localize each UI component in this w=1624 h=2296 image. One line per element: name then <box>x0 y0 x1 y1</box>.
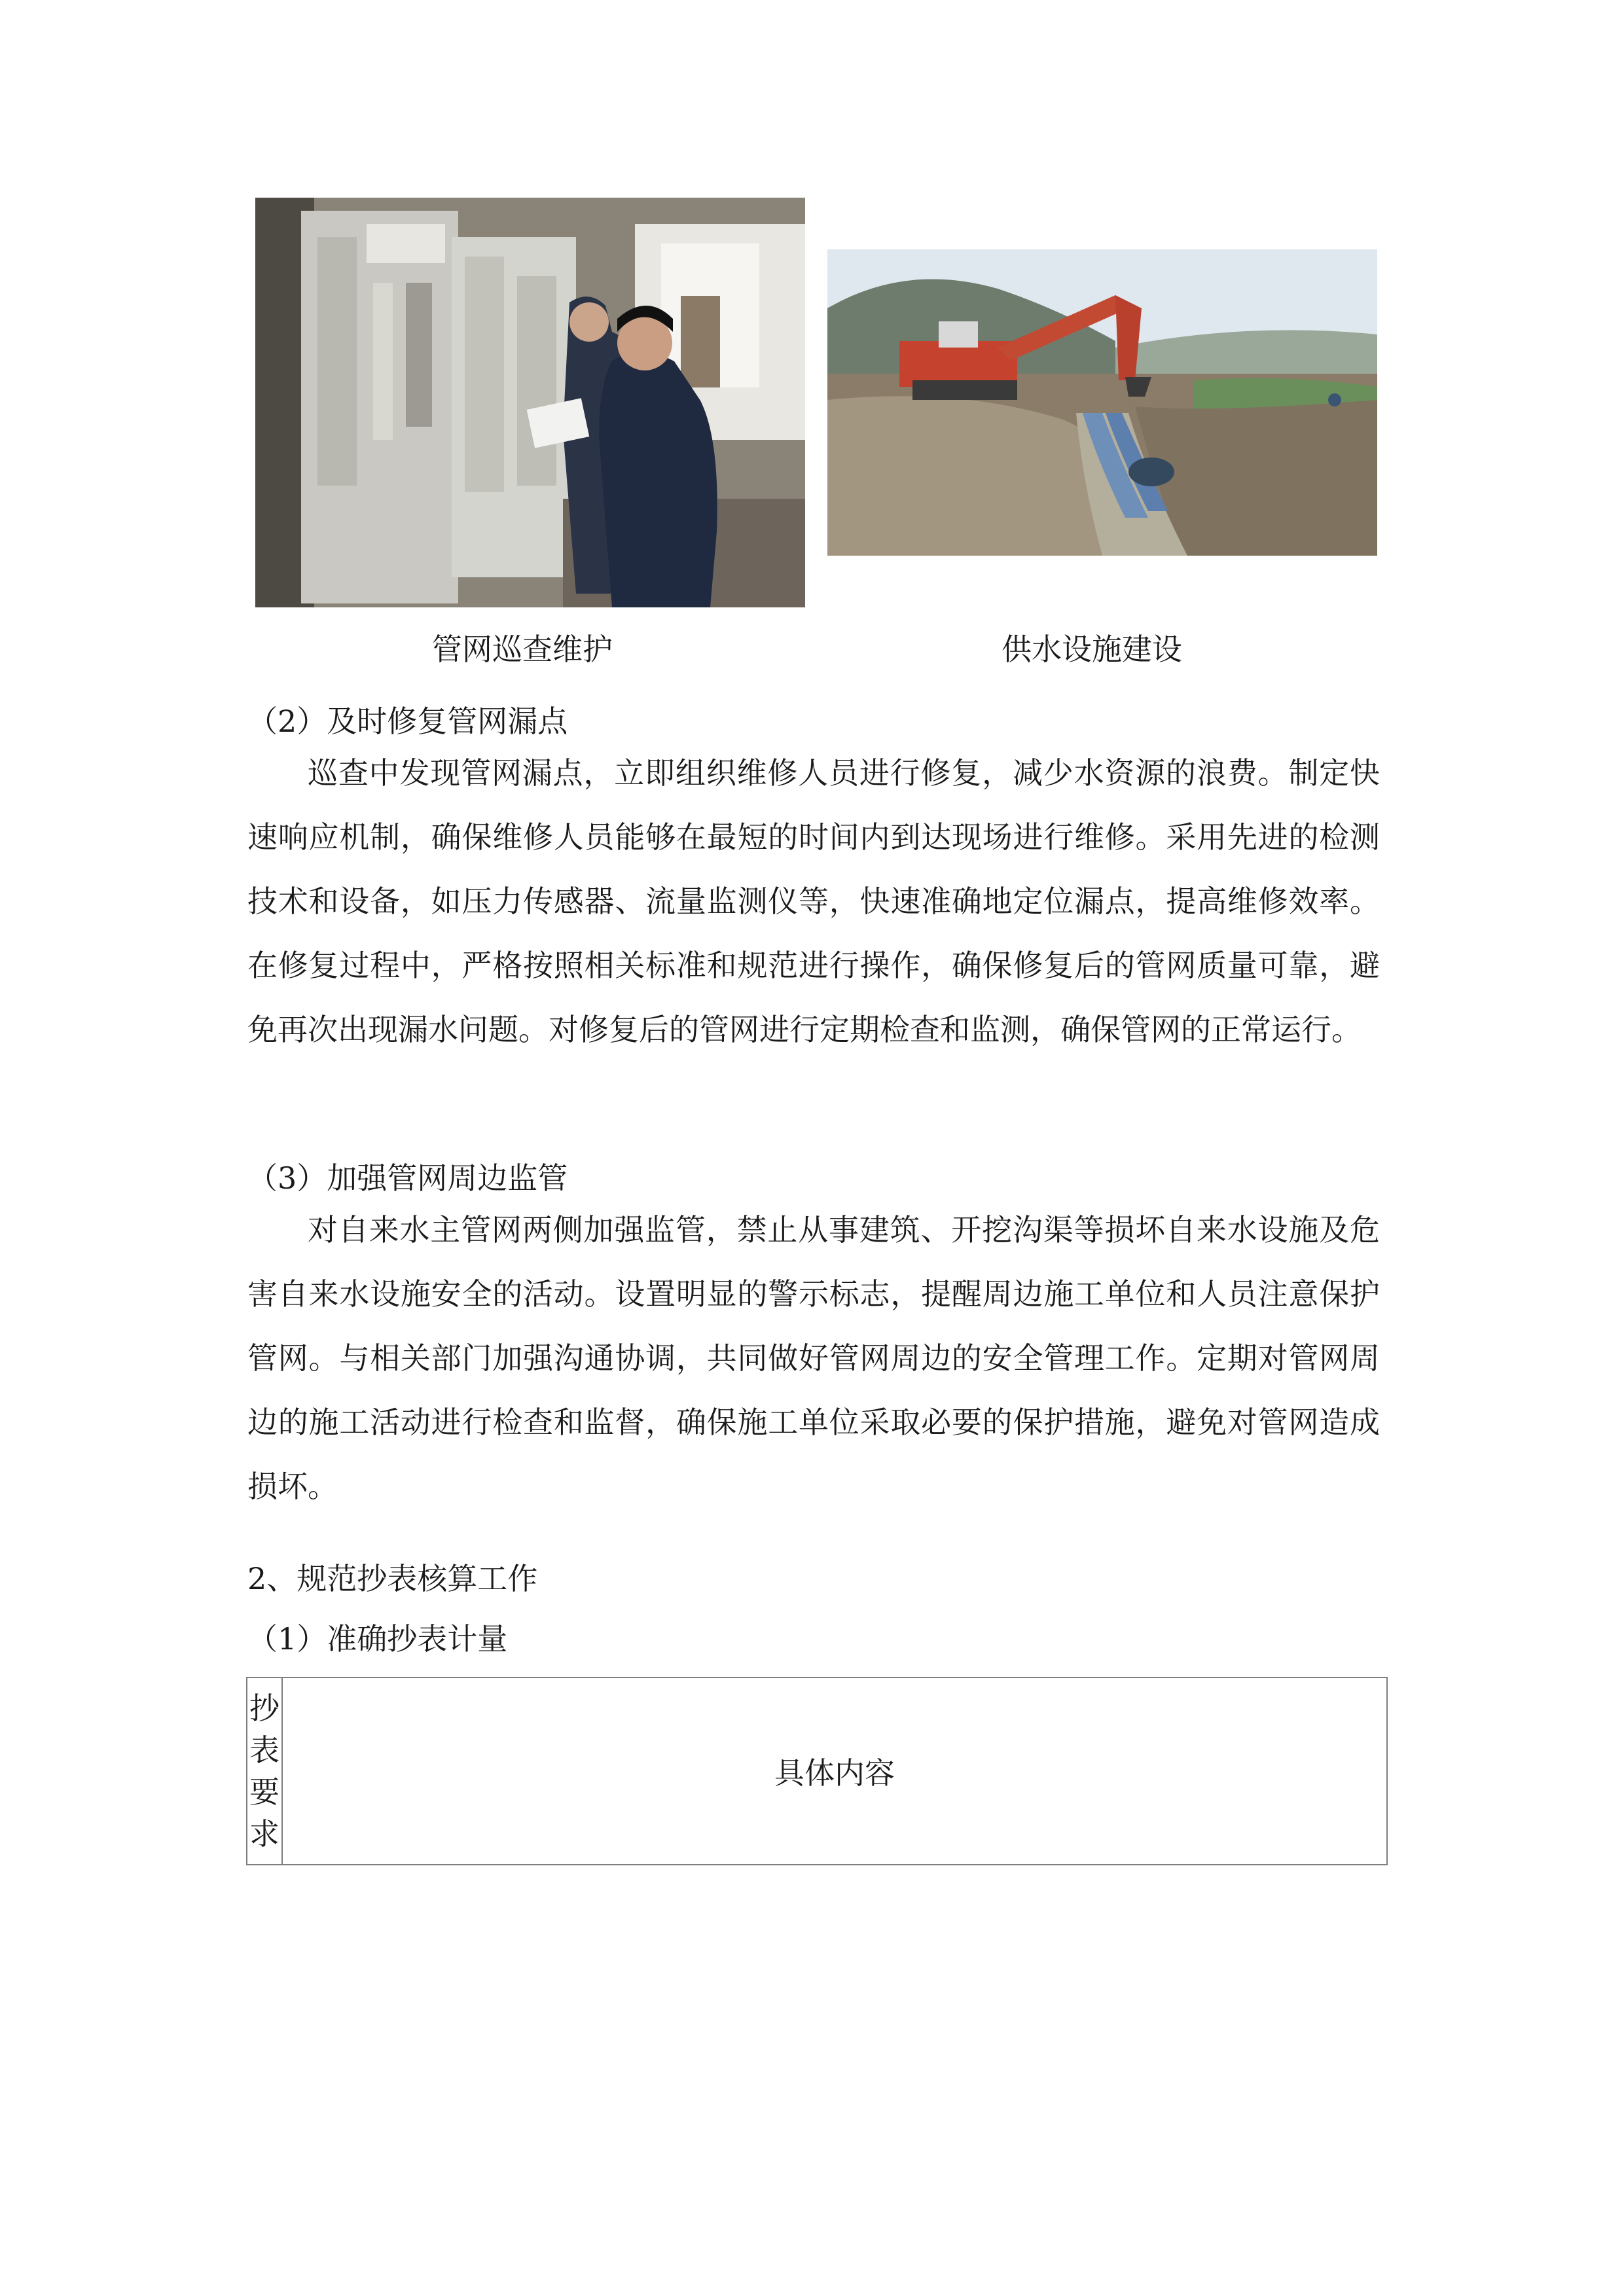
heading-meter-reading: 2、规范抄表核算工作 <box>247 1561 538 1596</box>
row-header-char: 抄 <box>249 1691 280 1726</box>
row-header-char: 要 <box>249 1774 280 1810</box>
photo-pipeline-inspection-image <box>255 198 805 607</box>
content-header-cell: 具体内容 <box>282 1677 1387 1865</box>
photo-facility-construction-image <box>827 249 1377 556</box>
heading-perimeter-supervision: （3）加强管网周边监管 <box>247 1160 568 1196</box>
row-header-char: 求 <box>249 1816 280 1852</box>
heading-accurate-metering: （1）准确抄表计量 <box>247 1621 508 1657</box>
photo-pipeline-inspection <box>255 198 805 607</box>
caption-facility-construction: 供水设施建设 <box>1001 632 1182 667</box>
heading-repair-leaks: （2）及时修复管网漏点 <box>247 704 568 739</box>
row-header-cell <box>247 1677 282 1865</box>
meter-reading-requirements-table <box>246 1677 1388 1865</box>
row-header-char: 表 <box>249 1732 280 1768</box>
table-header-row <box>247 1677 1387 1865</box>
paragraph-perimeter-supervision: 对自来水主管网两侧加强监管，禁止从事建筑、开挖沟渠等损坏自来水设施及危害自来水设施安全的活动。设置明显的警示标志，提醒周边施工单位和人员注意保护管网。与相关部门加强沟通协调，共同做好管网周边的安全管理工作。定期对管网周边的施工活动进行检查和监督，确保施工单位采取必要的保护措施，避免对管网造成损坏。 <box>247 1212 1380 1504</box>
paragraph-repair-leaks: 巡查中发现管网漏点，立即组织维修人员进行修复，减少水资源的浪费。制定快速响应机制，确保维修人员能够在最短的时间内到达现场进行维修。采用先进的检测技术和设备，如压力传感器、流量监测仪等，快速准确地定位漏点，提高维修效率。在修复过程中，严格按照相关标准和规范进行操作，确保修复后的管网质量可靠，避免再次出现漏水问题。对修复后的管网进行定期检查和监测，确保管网的正常运行。 <box>247 755 1380 1047</box>
photo-facility-construction <box>827 249 1377 556</box>
caption-pipeline-inspection: 管网巡查维护 <box>432 632 613 667</box>
